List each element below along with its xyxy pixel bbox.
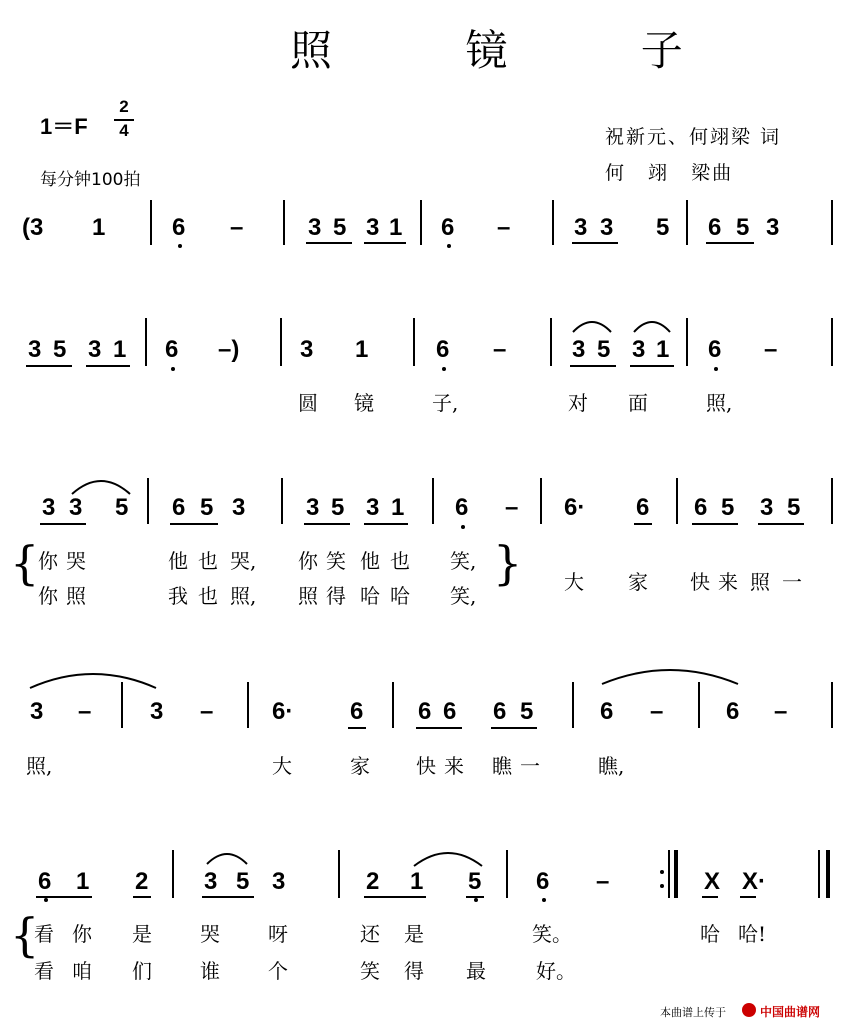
- note: –: [764, 336, 778, 363]
- note: 6: [726, 698, 740, 725]
- note: 5: [53, 336, 67, 363]
- repeat-barline-thick: [674, 850, 678, 898]
- note: 1: [355, 336, 369, 363]
- low-octave-dot: [461, 525, 465, 529]
- repeat-barline-thin: [668, 850, 670, 898]
- time-sig-denominator: 4: [119, 121, 129, 140]
- note: 5: [331, 494, 345, 521]
- eighth-underline: [572, 242, 618, 244]
- barline: [150, 200, 152, 245]
- lyric: 镜: [354, 391, 374, 415]
- lyric: 哈!: [738, 922, 767, 946]
- note: 6: [418, 698, 432, 725]
- final-barline-thick: [826, 850, 830, 898]
- note: 6·: [564, 494, 586, 521]
- barline: [686, 200, 688, 245]
- lyric: 一: [782, 570, 802, 594]
- slur: [412, 848, 484, 868]
- eighth-underline: [202, 896, 254, 898]
- lyric: 谁: [200, 959, 220, 983]
- barline: [413, 318, 415, 366]
- note: 6: [38, 868, 52, 895]
- barline: [698, 682, 700, 728]
- barline: [338, 850, 340, 898]
- barline: [831, 200, 833, 245]
- lyric-brace-right: }: [493, 536, 523, 590]
- barline: [121, 682, 123, 728]
- lyric: 大: [272, 754, 292, 778]
- lyric: 一: [520, 754, 540, 778]
- lyric: 笑。: [532, 922, 572, 946]
- note: 1: [656, 336, 670, 363]
- lyric: 笑: [326, 549, 346, 573]
- note: 3: [88, 336, 102, 363]
- note: 3: [300, 336, 314, 363]
- low-octave-dot: [171, 367, 175, 371]
- eighth-underline: [570, 365, 616, 367]
- eighth-underline: [706, 242, 754, 244]
- note: 2: [135, 868, 149, 895]
- barline: [540, 478, 542, 524]
- lyric: 子,: [432, 391, 459, 415]
- lyric: 快: [690, 570, 710, 594]
- eighth-underline: [416, 727, 462, 729]
- lyric: 们: [132, 959, 152, 983]
- barline: [147, 478, 149, 524]
- eighth-underline: [364, 242, 406, 244]
- note: X·: [742, 868, 766, 895]
- note: 6: [536, 868, 550, 895]
- lyric: 照,: [706, 391, 733, 415]
- eighth-underline: [133, 896, 151, 898]
- barline: [247, 682, 249, 728]
- eighth-underline: [692, 523, 738, 525]
- note: 6: [165, 336, 179, 363]
- note: 1: [410, 868, 424, 895]
- barline: [420, 200, 422, 245]
- barline: [831, 682, 833, 728]
- barline: [281, 478, 283, 524]
- lyric: 他: [168, 549, 188, 573]
- eighth-underline: [36, 896, 92, 898]
- note: 2: [366, 868, 380, 895]
- barline: [550, 318, 552, 366]
- lyric: 哭: [66, 549, 86, 573]
- note: –: [493, 336, 507, 363]
- low-octave-dot: [714, 367, 718, 371]
- composer-credit: 何 翊 梁曲: [605, 162, 734, 184]
- tempo-marking: 每分钟100拍: [40, 170, 141, 190]
- lyric: 是: [404, 922, 424, 946]
- lyric: 笑: [360, 959, 380, 983]
- lyric: 他: [360, 549, 380, 573]
- lyric: 照: [298, 584, 318, 608]
- note: 6: [708, 336, 722, 363]
- lyric: 你: [38, 584, 58, 608]
- barline: [172, 850, 174, 898]
- eighth-underline: [702, 896, 718, 898]
- barline: [392, 682, 394, 728]
- note: 5: [721, 494, 735, 521]
- lyric: 家: [628, 570, 648, 594]
- note: 3: [69, 494, 83, 521]
- note: 3: [574, 214, 588, 241]
- note: 6: [443, 698, 457, 725]
- final-barline-thin: [818, 850, 820, 898]
- eighth-underline: [630, 365, 674, 367]
- lyric: 最: [466, 959, 486, 983]
- slur: [205, 850, 249, 866]
- note: 3: [272, 868, 286, 895]
- note: 1: [113, 336, 127, 363]
- low-octave-dot: [44, 898, 48, 902]
- lyric: 面: [628, 391, 648, 415]
- note: –: [200, 698, 214, 725]
- eighth-underline: [634, 523, 652, 525]
- tie: [600, 668, 740, 686]
- lyric: 笑,: [450, 584, 477, 608]
- note: 3: [366, 214, 380, 241]
- lyric: 也: [198, 584, 218, 608]
- lyric: 咱: [72, 959, 92, 983]
- note: 6: [694, 494, 708, 521]
- lyric: 看: [34, 959, 54, 983]
- eighth-underline: [86, 365, 130, 367]
- barline: [506, 850, 508, 898]
- note: 3: [30, 698, 44, 725]
- lyric: 看: [34, 922, 54, 946]
- eighth-underline: [491, 727, 537, 729]
- lyric: 得: [404, 959, 424, 983]
- barline: [552, 200, 554, 245]
- note: –: [497, 214, 511, 241]
- note: 5: [656, 214, 670, 241]
- lyric: 你: [38, 549, 58, 573]
- barline: [145, 318, 147, 366]
- eighth-underline: [740, 896, 756, 898]
- barline: [831, 478, 833, 524]
- note: 6: [172, 494, 186, 521]
- eighth-underline: [364, 523, 408, 525]
- lyric: 哭: [200, 922, 220, 946]
- lyric: 瞧: [492, 754, 512, 778]
- lyricist-credit: 祝新元、何翊梁 词: [605, 126, 782, 148]
- note: –: [78, 698, 92, 725]
- slur: [632, 318, 672, 334]
- note: X: [704, 868, 721, 895]
- note: 6·: [272, 698, 294, 725]
- note: 5: [597, 336, 611, 363]
- lyric: 照,: [26, 754, 53, 778]
- eighth-underline: [40, 523, 86, 525]
- note: 1: [76, 868, 90, 895]
- note: 3: [760, 494, 774, 521]
- low-octave-dot: [178, 244, 182, 248]
- eighth-underline: [170, 523, 218, 525]
- lyric-brace-left: {: [10, 536, 40, 590]
- lyric-brace-left: {: [10, 908, 40, 962]
- lyric: 还: [360, 922, 380, 946]
- lyric: 快: [416, 754, 436, 778]
- note: 5: [115, 494, 129, 521]
- note: 6: [441, 214, 455, 241]
- repeat-dot: [660, 870, 664, 874]
- note: 1: [389, 214, 403, 241]
- note: 3: [306, 494, 320, 521]
- slur: [70, 476, 132, 496]
- lyric: 哈: [390, 584, 410, 608]
- lyric: 笑,: [450, 549, 477, 573]
- note: 3: [150, 698, 164, 725]
- barline: [572, 682, 574, 728]
- footer-upload-text: 本曲谱上传于: [660, 1006, 726, 1019]
- note: 6: [455, 494, 469, 521]
- note: 6: [436, 336, 450, 363]
- tie: [28, 672, 158, 690]
- lyric: 也: [198, 549, 218, 573]
- note: 5: [236, 868, 250, 895]
- eighth-underline: [758, 523, 804, 525]
- lyric: 瞧,: [598, 754, 625, 778]
- lyric: 呀: [268, 922, 288, 946]
- note: –: [505, 494, 519, 521]
- lyric: 得: [326, 584, 346, 608]
- note: –: [774, 698, 788, 725]
- barline: [283, 200, 285, 245]
- lyric: 来: [718, 570, 738, 594]
- note: 6: [350, 698, 364, 725]
- eighth-underline: [26, 365, 72, 367]
- barline: [432, 478, 434, 524]
- note: 5: [333, 214, 347, 241]
- lyric: 哈: [700, 922, 720, 946]
- low-octave-dot: [542, 898, 546, 902]
- site-logo-text: 中国曲谱网: [760, 1005, 821, 1019]
- eighth-underline: [364, 896, 426, 898]
- barline: [686, 318, 688, 366]
- note: 1: [92, 214, 106, 241]
- lyric: 哈: [360, 584, 380, 608]
- note: 5: [787, 494, 801, 521]
- lyric: 好。: [536, 959, 576, 983]
- note: 6: [493, 698, 507, 725]
- note: 3: [204, 868, 218, 895]
- low-octave-dot: [442, 367, 446, 371]
- time-sig-numerator: 2: [119, 97, 129, 116]
- eighth-underline: [306, 242, 352, 244]
- note: –): [218, 336, 240, 363]
- lyric: 也: [390, 549, 410, 573]
- barline: [831, 318, 833, 366]
- note: 3: [42, 494, 56, 521]
- barline: [280, 318, 282, 366]
- low-octave-dot: [474, 898, 478, 902]
- note: 3: [366, 494, 380, 521]
- note: 3: [600, 214, 614, 241]
- note: 3: [766, 214, 780, 241]
- low-octave-dot: [447, 244, 451, 248]
- lyric: 你: [298, 549, 318, 573]
- lyric: 照,: [230, 584, 257, 608]
- note: 3: [308, 214, 322, 241]
- lyric: 是: [132, 922, 152, 946]
- note: 6: [636, 494, 650, 521]
- note: 3: [572, 336, 586, 363]
- note: 5: [200, 494, 214, 521]
- repeat-dot: [660, 884, 664, 888]
- note: 6: [600, 698, 614, 725]
- lyric: 个: [268, 959, 288, 983]
- lyric: 照: [750, 570, 770, 594]
- note: 5: [520, 698, 534, 725]
- lyric: 你: [72, 922, 92, 946]
- site-logo-icon: [742, 1003, 756, 1017]
- lyric: 对: [568, 391, 588, 415]
- note: (3: [22, 214, 44, 241]
- song-title: 照 镜 子: [290, 26, 743, 75]
- note: –: [596, 868, 610, 895]
- note: 3: [632, 336, 646, 363]
- note: 6: [708, 214, 722, 241]
- eighth-underline: [304, 523, 350, 525]
- lyric: 哭,: [230, 549, 257, 573]
- note: 6: [172, 214, 186, 241]
- slur: [571, 318, 613, 334]
- note: 3: [232, 494, 246, 521]
- lyric: 来: [444, 754, 464, 778]
- lyric: 圆: [298, 391, 318, 415]
- note: 1: [391, 494, 405, 521]
- key-signature: 1＝F: [40, 114, 88, 139]
- barline: [676, 478, 678, 524]
- note: 3: [28, 336, 42, 363]
- lyric: 照: [66, 584, 86, 608]
- eighth-underline: [348, 727, 366, 729]
- eighth-underline: [466, 896, 484, 898]
- note: 5: [736, 214, 750, 241]
- note: –: [230, 214, 244, 241]
- lyric: 家: [350, 754, 370, 778]
- note: 5: [468, 868, 482, 895]
- lyric: 大: [564, 570, 584, 594]
- lyric: 我: [168, 584, 188, 608]
- note: –: [650, 698, 664, 725]
